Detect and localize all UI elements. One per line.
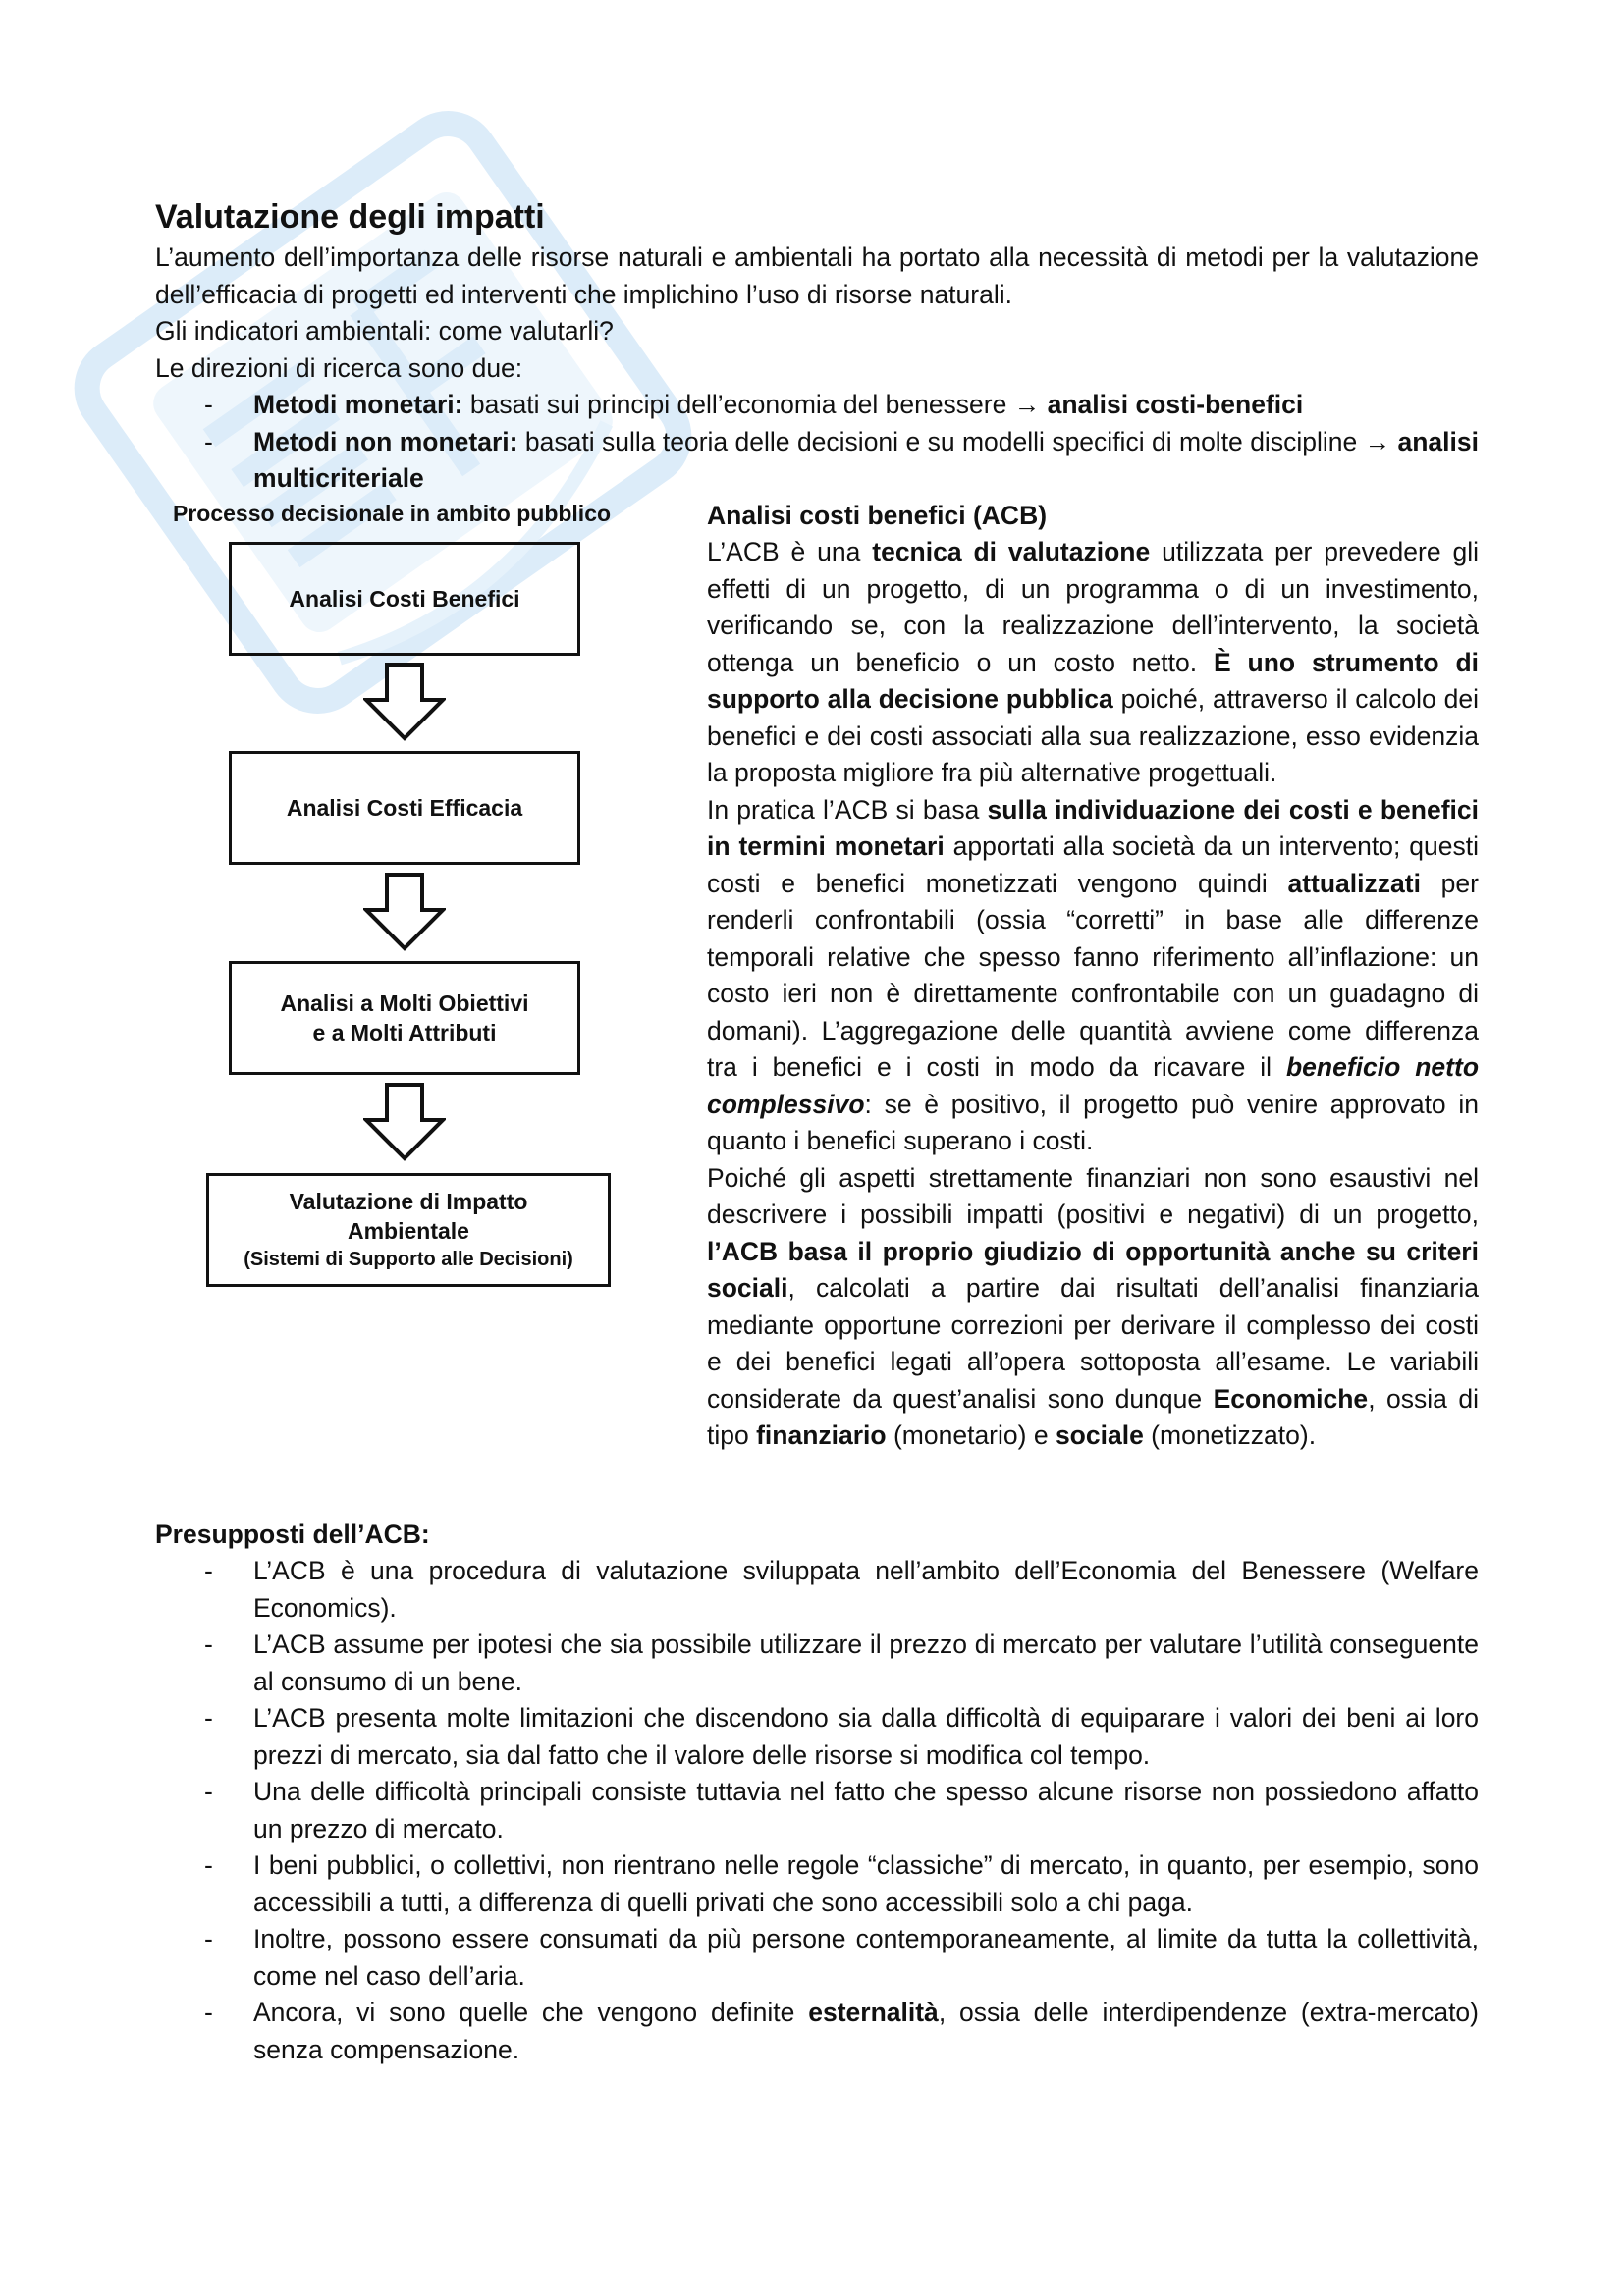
list-item: - I beni pubblici, o collettivi, non rientrano nelle regole “classiche” di mercato, in quanto, per esempio, sono accessibili a tutti, a differenza di quelli privati che sono accessibili solo a chi paga. — [155, 1847, 1479, 1921]
down-arrow-icon — [363, 1083, 446, 1161]
diagram-box-multi-objective: Analisi a Molti Obiettivi e a Molti Attributi — [229, 961, 580, 1075]
acb-heading: Analisi costi benefici (ACB) — [707, 500, 1048, 530]
down-arrow-icon — [363, 663, 446, 741]
list-item: - Metodi monetari: basati sui principi dell’economia del benessere → analisi costi-benefici — [155, 387, 1479, 424]
acb-paragraph-1: L’ACB è una tecnica di valutazione utilizzata per prevedere gli effetti di un progetto, di un programma o di un investimento, verificando se, con la realizzazione dell’intervento, la società ottenga un beneficio o un costo netto. È uno strumento di supporto alla decisione pubblica poiché, attraverso il calcolo dei benefici e dei costi associati alla sua realizzazione, esso evidenzia la proposta migliore fra più alternative progettuali. — [707, 537, 1479, 787]
list-item: - Inoltre, possono essere consumati da più persone contemporaneamente, al limite da tutta la collettività, come nel caso dell’aria. — [155, 1921, 1479, 1995]
list-item: - Ancora, vi sono quelle che vengono definite esternalità, ossia delle interdipendenze (extra-mercato) senza compensazione. — [155, 1995, 1479, 2068]
acb-paragraph-3: Poiché gli aspetti strettamente finanziari non sono esaustivi nel descrivere i possibili impatti (positivi e negativi) di un progetto, l’ACB basa il proprio giudizio di opportunità anche su criteri sociali, calcolati a partire dai risultati dell’analisi finanziaria mediante opportune correzioni per derivare il complesso dei costi e dei benefici legati all’opera sottoposta all’esame. Le variabili considerate da quest’analisi sono dunque Economiche, ossia di tipo finanziario (monetario) e sociale (monetizzato). — [707, 1162, 1479, 1450]
diagram-box-acb: Analisi Costi Benefici — [229, 542, 580, 656]
diagram-title: Processo decisionale in ambito pubblico — [173, 500, 612, 526]
presupposti-heading: Presupposti dell’ACB: — [155, 1519, 430, 1549]
page-title: Valutazione degli impatti — [155, 198, 545, 236]
list-item: - Metodi non monetari: basati sulla teoria delle decisioni e su modelli specifici di molte discipline → analisi multicriteriale — [155, 424, 1479, 498]
diagram-box-ace: Analisi Costi Efficacia — [229, 751, 580, 865]
decision-process-diagram — [155, 498, 687, 1479]
intro-paragraph: L’aumento dell’importanza delle risorse naturali e ambientali ha portato alla necessità di metodi per la valutazione dell’efficacia di progetti ed interventi che implichino l’uso di risorse naturali. — [155, 242, 1479, 309]
list-item: - L’ACB assume per ipotesi che sia possibile utilizzare il prezzo di mercato per valutare l’utilità conseguente al consumo di un bene. — [155, 1627, 1479, 1700]
diagram-box-via: Valutazione di Impatto Ambientale (Sistemi di Supporto alle Decisioni) — [206, 1173, 611, 1287]
content — [155, 194, 1479, 2068]
down-arrow-icon — [363, 873, 446, 951]
presupposti-list — [155, 1553, 1479, 2068]
directions-list — [155, 387, 1479, 498]
list-item: - Una delle difficoltà principali consiste tuttavia nel fatto che spesso alcune risorse non possiedono affatto un prezzo di mercato. — [155, 1774, 1479, 1847]
intro-question: Gli indicatori ambientali: come valutarli? — [155, 316, 614, 346]
list-item: - L’ACB presenta molte limitazioni che discendono sia dalla difficoltà di equiparare i valori dei beni ai loro prezzi di mercato, sia dal fatto che il valore delle risorse si modifica col tempo. — [155, 1700, 1479, 1774]
intro-directions: Le direzioni di ricerca sono due: — [155, 352, 523, 383]
acb-paragraph-2: In pratica l’ACB si basa sulla individuazione dei costi e benefici in termini monetari apportati alla società da un intervento; questi costi e benefici monetizzati vengono quindi attualizzati per renderli confrontabili (ossia “corretti” in base alle differenze temporali relative che spesso fanno riferimento all’inflazione: un costo ieri non è direttamente confrontabile con un guadagno di domani). L’aggregazione delle quantità avviene come differenza tra i benefici e i costi in modo da ricavare il beneficio netto complessivo: se è positivo, il progetto può venire approvato in quanto i benefici superano i costi. — [707, 794, 1480, 1155]
list-item: - L’ACB è una procedura di valutazione sviluppata nell’ambito dell’Economia del Benessere (Welfare Economics). — [155, 1553, 1479, 1627]
